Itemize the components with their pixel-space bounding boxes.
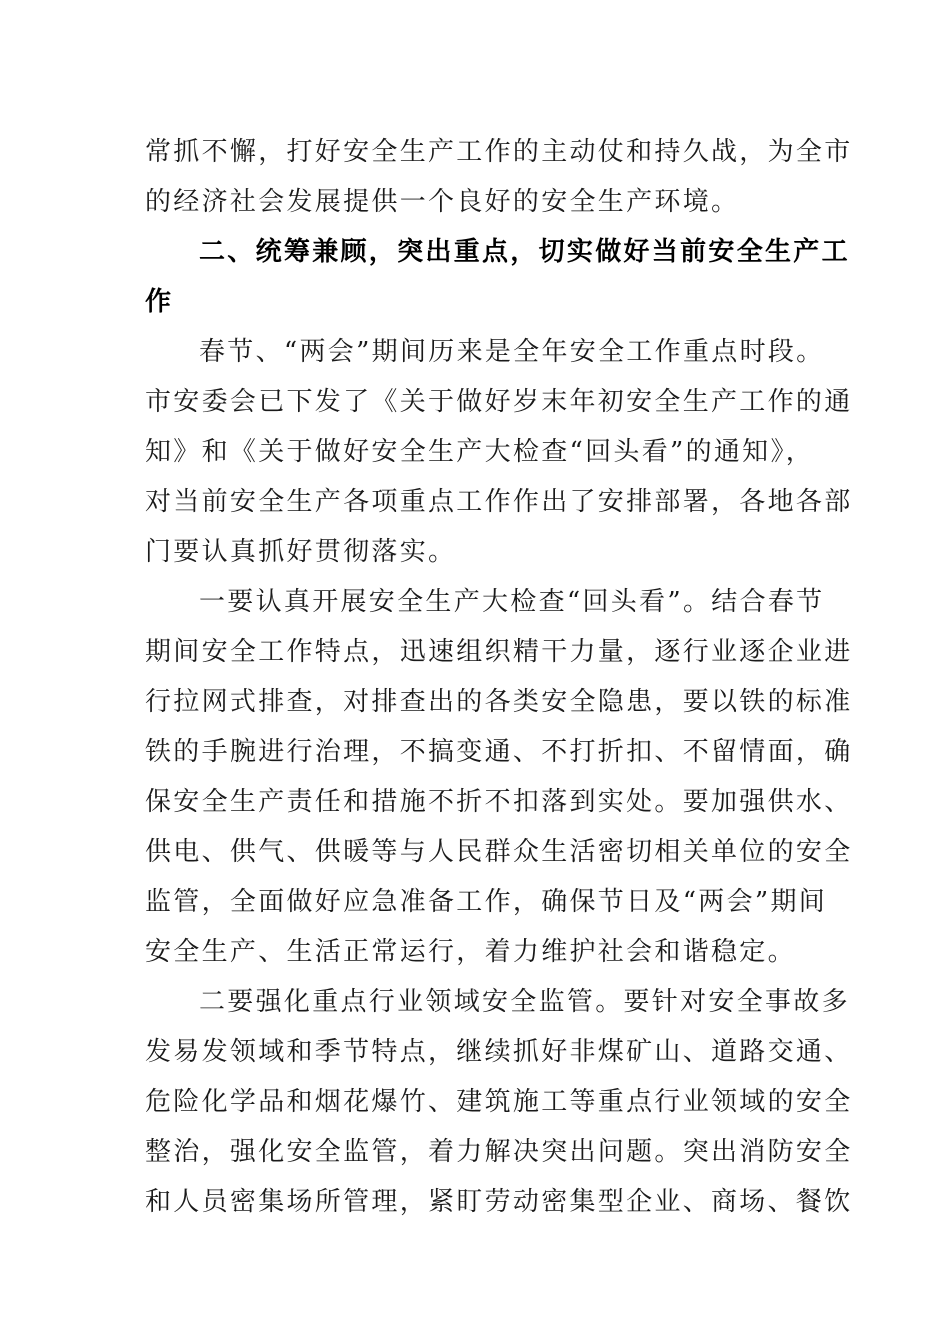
- section-heading: 作: [145, 287, 174, 317]
- section-heading: 二、统筹兼顾，突出重点，切实做好当前安全生产工: [199, 237, 850, 267]
- paragraph-line: 市安委会已下发了《关于做好岁末年初安全生产工作的通: [145, 387, 853, 417]
- paragraph-line: 和人员密集场所管理，紧盯劳动密集型企业、商场、餐饮: [145, 1187, 853, 1217]
- paragraph-line: 铁的手腕进行治理，不搞变通、不打折扣、不留情面，确: [145, 737, 853, 767]
- paragraph-line: 对当前安全生产各项重点工作作出了安排部署，各地各部: [145, 487, 853, 517]
- paragraph-line: 常抓不懈，打好安全生产工作的主动仗和持久战，为全市: [145, 137, 853, 167]
- paragraph-line: 行拉网式排查，对排查出的各类安全隐患，要以铁的标准: [145, 687, 853, 717]
- paragraph-line: 知》和《关于做好安全生产大检查“回头看”的通知》，: [145, 437, 815, 467]
- paragraph-line: 春节、“两会”期间历来是全年安全工作重点时段。: [199, 337, 825, 367]
- paragraph-line: 整治，强化安全监管，着力解决突出问题。突出消防安全: [145, 1137, 853, 1167]
- paragraph-line: 供电、供气、供暖等与人民群众生活密切相关单位的安全: [145, 837, 853, 867]
- paragraph-line: 监管，全面做好应急准备工作，确保节日及“两会”期间: [145, 887, 828, 917]
- paragraph-line: 发易发领域和季节特点，继续抓好非煤矿山、道路交通、: [145, 1037, 853, 1067]
- paragraph-line: 二要强化重点行业领域安全监管。要针对安全事故多: [199, 987, 850, 1017]
- paragraph-line: 门要认真抓好贯彻落实。: [145, 537, 457, 567]
- paragraph-line: 保安全生产责任和措施不折不扣落到实处。要加强供水、: [145, 787, 853, 817]
- paragraph-line: 安全生产、生活正常运行，着力维护社会和谐稳定。: [145, 937, 796, 967]
- paragraph-line: 期间安全工作特点，迅速组织精干力量，逐行业逐企业进: [145, 637, 853, 667]
- paragraph-line: 一要认真开展安全生产大检查“回头看”。结合春节: [199, 587, 825, 617]
- paragraph-line: 危险化学品和烟花爆竹、建筑施工等重点行业领域的安全: [145, 1087, 853, 1117]
- paragraph-line: 的经济社会发展提供一个良好的安全生产环境。: [145, 187, 740, 217]
